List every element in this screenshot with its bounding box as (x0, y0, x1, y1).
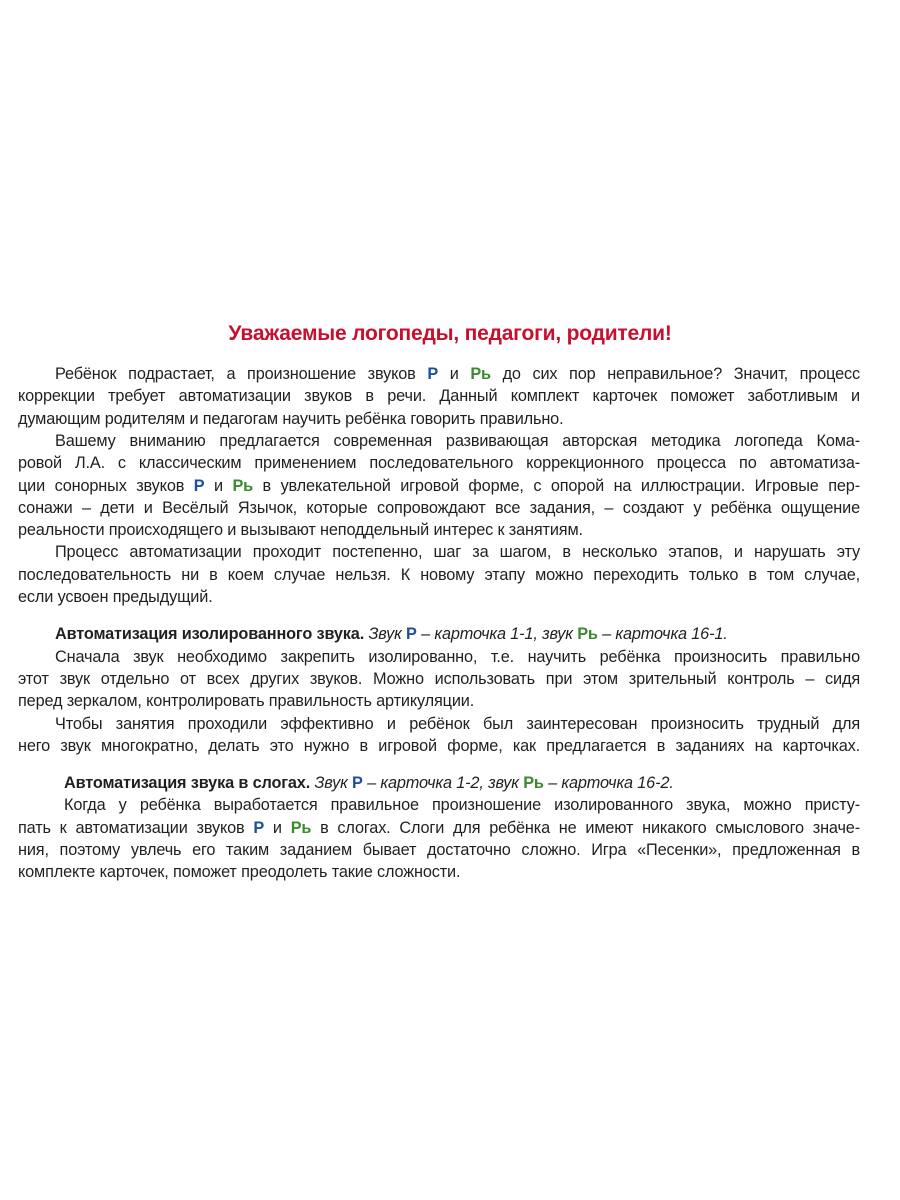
text-line (64, 794, 860, 816)
sound-rj-label: Рь (290, 818, 312, 837)
text-run: Ребёнок подрастает, а произношение звуков (55, 365, 428, 383)
text-line (55, 646, 860, 668)
text-line (18, 817, 860, 839)
text-run: Вашему вниманию предлагается современная развивающая авторская методика логопеда Кома- (55, 431, 860, 450)
section-heading: Автоматизация звука в слогах. (64, 774, 311, 793)
text-run: комплекте карточек, поможет преодолеть такие сложности. (18, 863, 461, 882)
text-run: Чтобы занятия проходили эффективно и ребёнок был заинтересован произносить трудный для (55, 714, 860, 733)
text-line (18, 586, 860, 608)
text-run: Звук (364, 625, 407, 644)
page-title: Уважаемые логопеды, педагоги, родители! (228, 322, 672, 345)
text-run: пать к автоматизации звуков (18, 818, 254, 837)
text-run: ния, поэтому увлечь его таким заданием бывает достаточно сложно. Игра «Песенки», предложенная в (18, 841, 860, 859)
sound-rj-label: Рь (523, 774, 544, 793)
text-run: если усвоен предыдущий. (18, 588, 213, 606)
text-run: и (438, 365, 471, 383)
text-line (18, 385, 860, 407)
text-line (55, 713, 860, 735)
sound-r-label: Р (253, 818, 265, 837)
text-run: думающим родителям и педагогам научить ребёнка говорить правильно. (18, 409, 564, 428)
text-line (18, 564, 860, 586)
text-run: – карточка 1-2, звук (362, 774, 524, 793)
text-line (18, 408, 860, 430)
section-heading: Автоматизация изолированного звука. (55, 625, 365, 644)
text-run: коррекции требует автоматизации звуков в речи. Данный комплект карточек поможет заботливым и (18, 387, 860, 406)
text-line (55, 541, 860, 563)
text-line (18, 690, 860, 712)
text-run: него звук многократно, делать это нужно в игровой форме, как предлагается в заданиях на карточках. (18, 736, 860, 755)
text-line (55, 430, 860, 452)
text-run: перед зеркалом, контролировать правильность артикуляции. (18, 692, 475, 711)
text-line (18, 519, 860, 541)
text-run: Сначала звук необходимо закрепить изолированно, т.е. научить ребёнка произносить правильно (55, 647, 860, 666)
text-run: Когда у ребёнка выработается правильное произношение изолированного звука, можно присту- (64, 796, 860, 815)
text-line (18, 452, 860, 474)
text-run: последовательность ни в коем случае нельзя. К новому этапу можно переходить только в том случае, (18, 565, 860, 584)
text-run: – карточка 1-1, звук (416, 625, 578, 644)
text-run: реальности происходящего и вызывают неподдельный интерес к занятиям. (18, 521, 583, 540)
text-line (55, 623, 860, 645)
text-run: этот звук отдельно от всех других звуков. Можно использовать при этом зрительный контроль – сидя (18, 669, 860, 688)
text-run: и (264, 818, 291, 837)
text-run: и (204, 476, 233, 495)
text-line (18, 861, 860, 883)
text-run: до сих пор неправильное? Значит, процесс (490, 365, 860, 383)
text-run: Звук (310, 774, 353, 793)
text-run: – карточка 16-2. (543, 774, 674, 793)
text-run: в слогах. Слоги для ребёнка не имеют никакого смыслового значе- (311, 818, 860, 837)
sound-rj-label: Рь (470, 365, 491, 383)
sound-r-label: Р (352, 774, 363, 793)
text-run: в увлекательной игровой форме, с опорой на иллюстрации. Игровые пер- (253, 476, 860, 495)
text-line (18, 668, 860, 690)
text-line (18, 475, 860, 497)
sound-rj-label: Рь (577, 625, 598, 644)
text-line (18, 735, 860, 757)
text-run: ции сонорных звуков (18, 476, 194, 495)
text-line (55, 363, 860, 385)
text-line (18, 497, 860, 519)
text-run: ровой Л.А. с классическим применением последовательного коррекционного процесса по автоматиза- (18, 454, 860, 473)
text-run: сонажи – дети и Весёлый Язычок, которые сопровождают все задания, – создают у ребёнка ощущение (18, 498, 860, 517)
text-run: – карточка 16-1. (597, 625, 728, 644)
text-line (18, 839, 860, 861)
sound-r-label: Р (427, 365, 439, 383)
sound-r-label: Р (406, 625, 417, 644)
text-line (64, 772, 860, 794)
text-run: Процесс автоматизации проходит постепенно, шаг за шагом, в несколько этапов, и нарушать эту (55, 543, 860, 562)
sound-r-label: Р (193, 476, 205, 495)
sound-rj-label: Рь (232, 476, 254, 495)
